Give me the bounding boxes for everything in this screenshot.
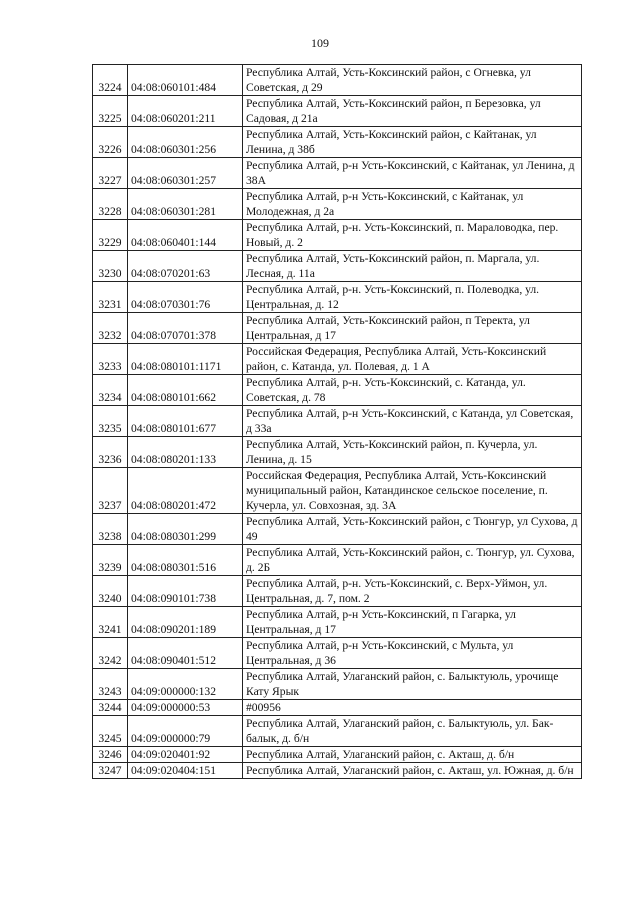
table-row (93, 437, 582, 468)
table-row (93, 747, 582, 763)
address-cell: Республика Алтай, р-н Усть-Коксинский, с Кайтанак, ул Ленина, д 38А (243, 158, 582, 189)
row-number: 3228 (93, 189, 128, 220)
row-number: 3239 (93, 545, 128, 576)
cadastral-number: 04:08:080101:677 (128, 406, 243, 437)
table-row (93, 700, 582, 716)
table-row (93, 576, 582, 607)
row-number: 3226 (93, 127, 128, 158)
address-cell: Республика Алтай, Усть-Коксинский район, п. Кучерла, ул. Ленина, д. 15 (243, 437, 582, 468)
row-number: 3241 (93, 607, 128, 638)
address-cell: Республика Алтай, Улаганский район, с. Акташ, д. б/н (243, 747, 582, 763)
cadastral-number: 04:08:080101:662 (128, 375, 243, 406)
table-row (93, 96, 582, 127)
table-row (93, 65, 582, 96)
row-number: 3227 (93, 158, 128, 189)
row-number: 3225 (93, 96, 128, 127)
row-number: 3244 (93, 700, 128, 716)
cadastral-number: 04:08:090401:512 (128, 638, 243, 669)
cadastral-number: 04:08:090201:189 (128, 607, 243, 638)
table-row (93, 716, 582, 747)
table-row (93, 127, 582, 158)
address-cell: Республика Алтай, Усть-Коксинский район, п Березовка, ул Садовая, д 21а (243, 96, 582, 127)
address-cell: Республика Алтай, Усть-Коксинский район, с Огневка, ул Советская, д 29 (243, 65, 582, 96)
row-number: 3231 (93, 282, 128, 313)
cadastral-number: 04:08:060301:256 (128, 127, 243, 158)
address-cell: Республика Алтай, р-н. Усть-Коксинский, п. Мараловодка, пер. Новый, д. 2 (243, 220, 582, 251)
address-cell: Российская Федерация, Республика Алтай, Усть-Коксинский муниципальный район, Катандинское сельское поселение, п. Кучерла, ул. Совхозная, зд. 3А (243, 468, 582, 514)
row-number: 3245 (93, 716, 128, 747)
address-cell: Республика Алтай, р-н. Усть-Коксинский, с. Катанда, ул. Советская, д. 78 (243, 375, 582, 406)
table-row (93, 545, 582, 576)
address-cell: Республика Алтай, Усть-Коксинский район, п Теректа, ул Центральная, д 17 (243, 313, 582, 344)
row-number: 3233 (93, 344, 128, 375)
address-cell: Республика Алтай, Улаганский район, с. Балыктуюль, урочище Кату Ярык (243, 669, 582, 700)
cadastral-number: 04:09:000000:132 (128, 669, 243, 700)
table-row (93, 468, 582, 514)
cadastral-number: 04:08:060201:211 (128, 96, 243, 127)
row-number: 3243 (93, 669, 128, 700)
cadastral-number: 04:08:080201:472 (128, 468, 243, 514)
cadastral-number: 04:08:060301:257 (128, 158, 243, 189)
cadastral-number: 04:08:080201:133 (128, 437, 243, 468)
page-number: 109 (311, 36, 329, 50)
table-row (93, 158, 582, 189)
table-row (93, 406, 582, 437)
row-number: 3246 (93, 747, 128, 763)
address-cell: #00956 (243, 700, 582, 716)
table-row (93, 607, 582, 638)
address-cell: Республика Алтай, Усть-Коксинский район, п. Маргала, ул. Лесная, д. 11а (243, 251, 582, 282)
registry-rows (93, 65, 582, 779)
table-row (93, 313, 582, 344)
table-row (93, 514, 582, 545)
row-number: 3230 (93, 251, 128, 282)
cadastral-number: 04:09:020404:151 (128, 763, 243, 779)
table-row (93, 763, 582, 779)
row-number: 3238 (93, 514, 128, 545)
row-number: 3236 (93, 437, 128, 468)
cadastral-number: 04:08:070201:63 (128, 251, 243, 282)
address-cell: Республика Алтай, Усть-Коксинский район, с Тюнгур, ул Сухова, д 49 (243, 514, 582, 545)
address-cell: Республика Алтай, Усть-Коксинский район, с. Тюнгур, ул. Сухова, д. 2Б (243, 545, 582, 576)
address-cell: Республика Алтай, р-н Усть-Коксинский, с Кайтанак, ул Молодежная, д 2а (243, 189, 582, 220)
address-cell: Российская Федерация, Республика Алтай, Усть-Коксинский район, с. Катанда, ул. Полевая, д. 1 А (243, 344, 582, 375)
cadastral-number: 04:08:060401:144 (128, 220, 243, 251)
address-cell: Республика Алтай, Улаганский район, с. Акташ, ул. Южная, д. б/н (243, 763, 582, 779)
row-number: 3224 (93, 65, 128, 96)
row-number: 3237 (93, 468, 128, 514)
address-cell: Республика Алтай, Улаганский район, с. Балыктуюль, ул. Бак-балык, д. б/н (243, 716, 582, 747)
cadastral-number: 04:08:080301:516 (128, 545, 243, 576)
cadastral-number: 04:08:070301:76 (128, 282, 243, 313)
table-row (93, 669, 582, 700)
address-cell: Республика Алтай, р-н. Усть-Коксинский, п. Полеводка, ул. Центральная, д. 12 (243, 282, 582, 313)
address-cell: Республика Алтай, Усть-Коксинский район, с Кайтанак, ул Ленина, д 38б (243, 127, 582, 158)
cadastral-number: 04:08:060101:484 (128, 65, 243, 96)
address-cell: Республика Алтай, р-н Усть-Коксинский, с Мульта, ул Центральная, д 36 (243, 638, 582, 669)
cadastral-number: 04:09:000000:79 (128, 716, 243, 747)
table-row (93, 251, 582, 282)
table-row (93, 375, 582, 406)
cadastral-number: 04:09:020401:92 (128, 747, 243, 763)
cadastral-number: 04:09:000000:53 (128, 700, 243, 716)
row-number: 3234 (93, 375, 128, 406)
table-row (93, 638, 582, 669)
registry-table (92, 64, 582, 779)
table-row (93, 344, 582, 375)
row-number: 3240 (93, 576, 128, 607)
table-row (93, 189, 582, 220)
cadastral-number: 04:08:070701:378 (128, 313, 243, 344)
cadastral-number: 04:08:080301:299 (128, 514, 243, 545)
cadastral-number: 04:08:090101:738 (128, 576, 243, 607)
row-number: 3232 (93, 313, 128, 344)
row-number: 3235 (93, 406, 128, 437)
cadastral-number: 04:08:060301:281 (128, 189, 243, 220)
cadastral-number: 04:08:080101:1171 (128, 344, 243, 375)
row-number: 3247 (93, 763, 128, 779)
table-row (93, 282, 582, 313)
row-number: 3229 (93, 220, 128, 251)
address-cell: Республика Алтай, р-н Усть-Коксинский, с Катанда, ул Советская, д 33а (243, 406, 582, 437)
row-number: 3242 (93, 638, 128, 669)
table-row (93, 220, 582, 251)
address-cell: Республика Алтай, р-н. Усть-Коксинский, с. Верх-Уймон, ул. Центральная, д. 7, пом. 2 (243, 576, 582, 607)
address-cell: Республика Алтай, р-н Усть-Коксинский, п Гагарка, ул Центральная, д 17 (243, 607, 582, 638)
